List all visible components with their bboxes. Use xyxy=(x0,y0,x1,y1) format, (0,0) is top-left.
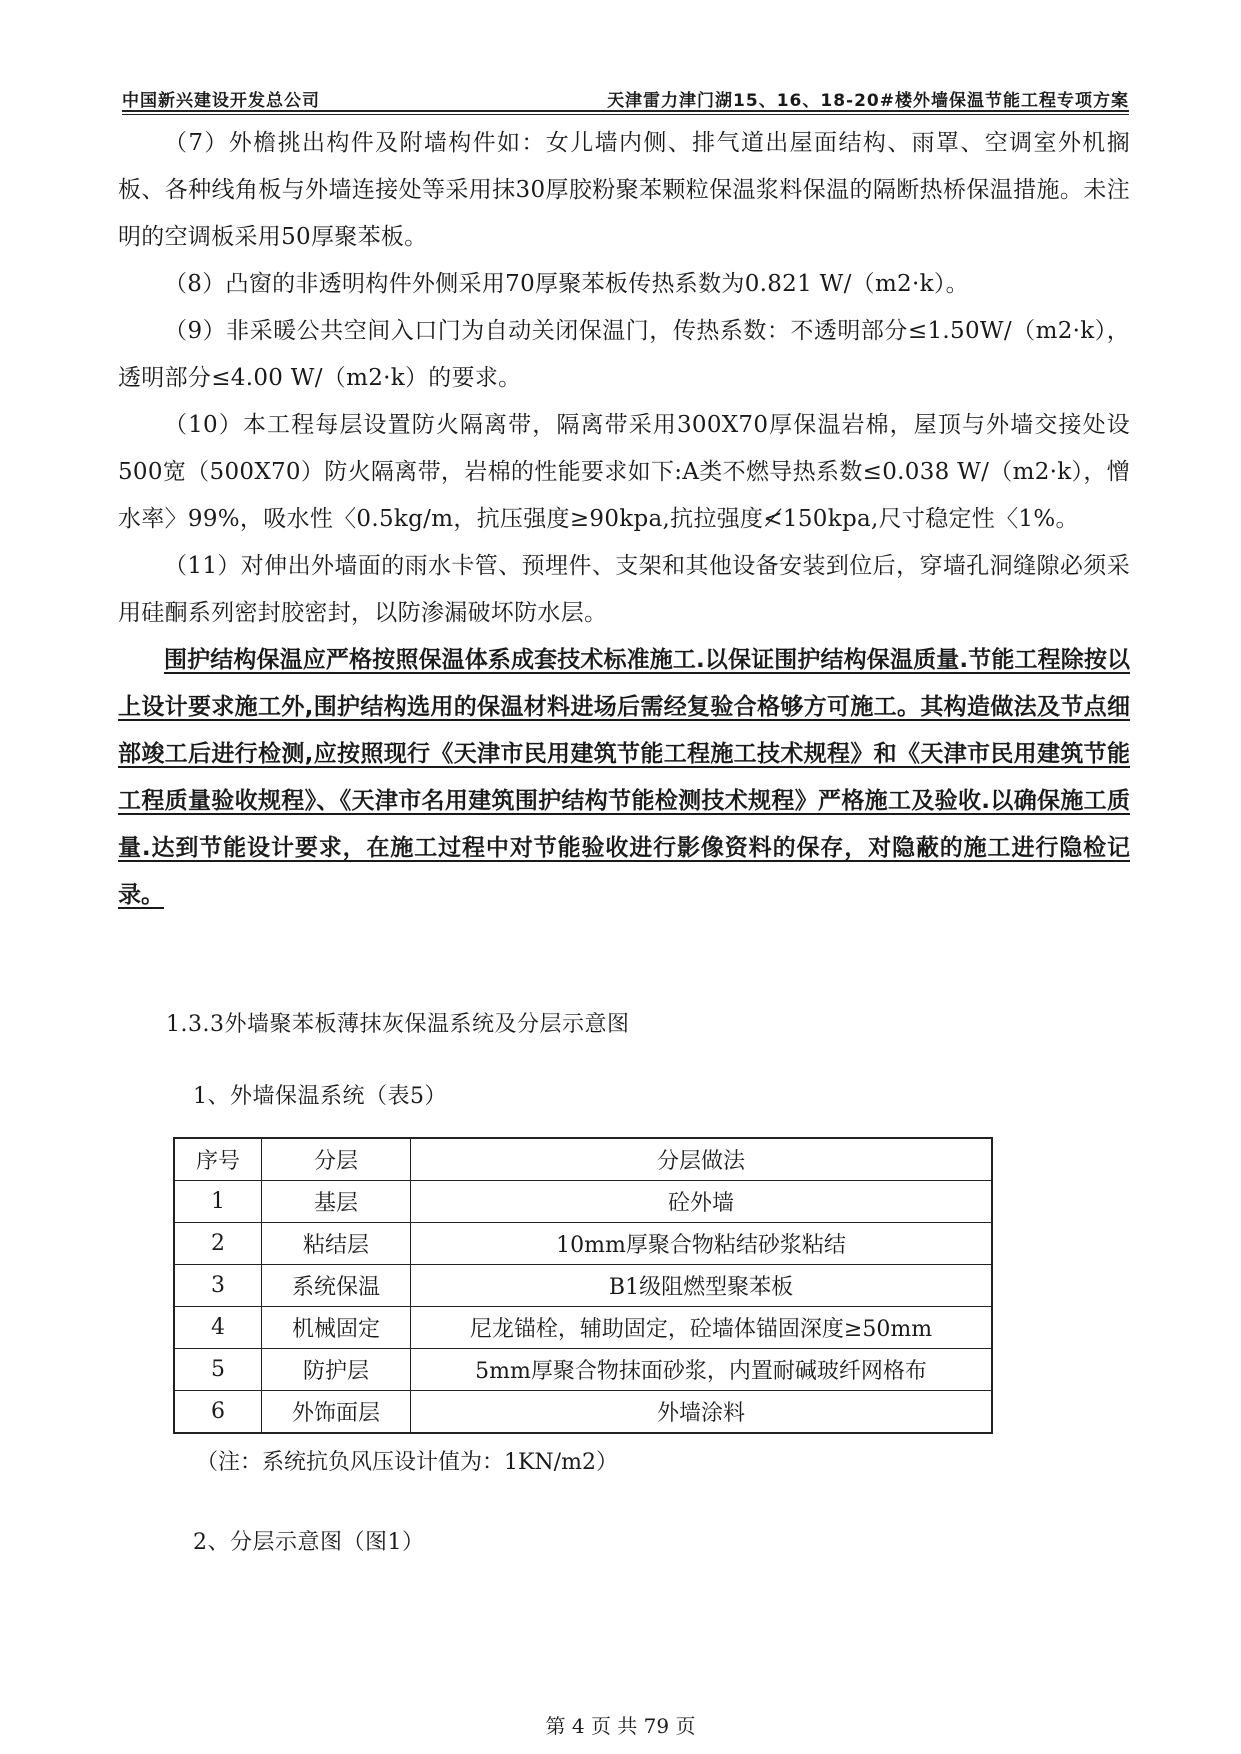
header-method: 分层做法 xyxy=(411,1138,993,1181)
cell-method: 10mm厚聚合物粘结砂浆粘结 xyxy=(411,1223,993,1265)
cell-layer: 基层 xyxy=(262,1181,411,1223)
paragraph-9: （9）非采暖公共空间入口门为自动关闭保温门，传热系数：不透明部分≤1.50W/（m2·k），透明部分≤4.00 W/（m2·k）的要求。 xyxy=(118,318,1130,391)
cell-index: 5 xyxy=(174,1349,262,1391)
paragraph-11: （11）对伸出外墙面的雨水卡管、预埋件、支架和其他设备安装到位后，穿墙孔洞缝隙必须采用硅酮系列密封胶密封，以防渗漏破坏防水层。 xyxy=(118,553,1130,626)
table-note: （注：系统抗负风压设计值为：1KN/m2） xyxy=(196,1450,618,1475)
header-layer: 分层 xyxy=(262,1138,411,1181)
table-row xyxy=(174,1181,992,1223)
table-heading: 1、外墙保温系统（表5） xyxy=(193,1084,447,1109)
table-row xyxy=(174,1307,992,1349)
table-row xyxy=(174,1223,992,1265)
header-project-title: 天津雷力津门湖15、16、18-20#楼外墙保温节能工程专项方案 xyxy=(607,91,1129,111)
cell-index: 1 xyxy=(174,1181,262,1223)
cell-layer: 外饰面层 xyxy=(262,1391,411,1434)
cell-method: 5mm厚聚合物抹面砂浆，内置耐碱玻纤网格布 xyxy=(411,1349,993,1391)
figure-heading: 2、分层示意图（图1） xyxy=(193,1530,425,1555)
table-header-row xyxy=(174,1138,992,1181)
paragraph-8: （8）凸窗的非透明构件外侧采用70厚聚苯板传热系数为0.821 W/（m2·k）。 xyxy=(164,271,969,297)
page-header xyxy=(122,84,1129,112)
section-heading: 1.3.3外墙聚苯板薄抹灰保温系统及分层示意图 xyxy=(166,1012,630,1037)
cell-index: 6 xyxy=(174,1391,262,1434)
insulation-layers-table xyxy=(173,1137,993,1434)
cell-layer: 粘结层 xyxy=(262,1223,411,1265)
cell-layer: 系统保温 xyxy=(262,1265,411,1307)
table-row xyxy=(174,1391,992,1434)
requirement-paragraph: 围护结构保温应严格按照保温体系成套技术标准施工.以保证围护结构保温质量.节能工程除按以上设计要求施工外,围护结构选用的保温材料进场后需经复验合格够方可施工。其构造做法及节点细部竣工后进行检测,应按照现行《天津市民用建筑节能工程施工技术规程》和《天津市民用建筑节能工程质量验收规程》、《天津市名用建筑围护结构节能检测技术规程》严格施工及验收.以确保施工质量.达到节能设计要求，在施工过程中对节能验收进行影像资料的保存，对隐蔽的施工进行隐检记录。 xyxy=(118,647,1130,908)
paragraph-7: （7）外檐挑出构件及附墙构件如：女儿墙内侧、排气道出屋面结构、雨罩、空调室外机搁板、各种线角板与外墙连接处等采用抹30厚胶粉聚苯颗粒保温浆料保温的隔断热桥保温措施。未注明的空调板采用50厚聚苯板。 xyxy=(118,130,1130,250)
page-footer: 第 4 页 共 79 页 xyxy=(545,1714,696,1738)
cell-method: B1级阻燃型聚苯板 xyxy=(411,1265,993,1307)
header-company: 中国新兴建设开发总公司 xyxy=(122,91,320,111)
paragraph-10: （10）本工程每层设置防火隔离带，隔离带采用300X70厚保温岩棉，屋顶与外墙交接处设500宽（500X70）防火隔离带，岩棉的性能要求如下:A类不燃导热系数≤0.038 W/（m2·k），憎水率〉99%，吸水性〈0.5kg/m，抗压强度≥90kpa,抗拉强度≮150kpa,尺寸稳定性〈1%。 xyxy=(118,412,1130,532)
cell-method: 尼龙锚栓，辅助固定，砼墙体锚固深度≥50mm xyxy=(411,1307,993,1349)
cell-layer: 机械固定 xyxy=(262,1307,411,1349)
header-index: 序号 xyxy=(174,1138,262,1181)
cell-index: 4 xyxy=(174,1307,262,1349)
table-row xyxy=(174,1265,992,1307)
table-row xyxy=(174,1349,992,1391)
cell-method: 砼外墙 xyxy=(411,1181,993,1223)
cell-method: 外墙涂料 xyxy=(411,1391,993,1434)
body-text xyxy=(118,120,1130,919)
cell-index: 3 xyxy=(174,1265,262,1307)
cell-layer: 防护层 xyxy=(262,1349,411,1391)
cell-index: 2 xyxy=(174,1223,262,1265)
